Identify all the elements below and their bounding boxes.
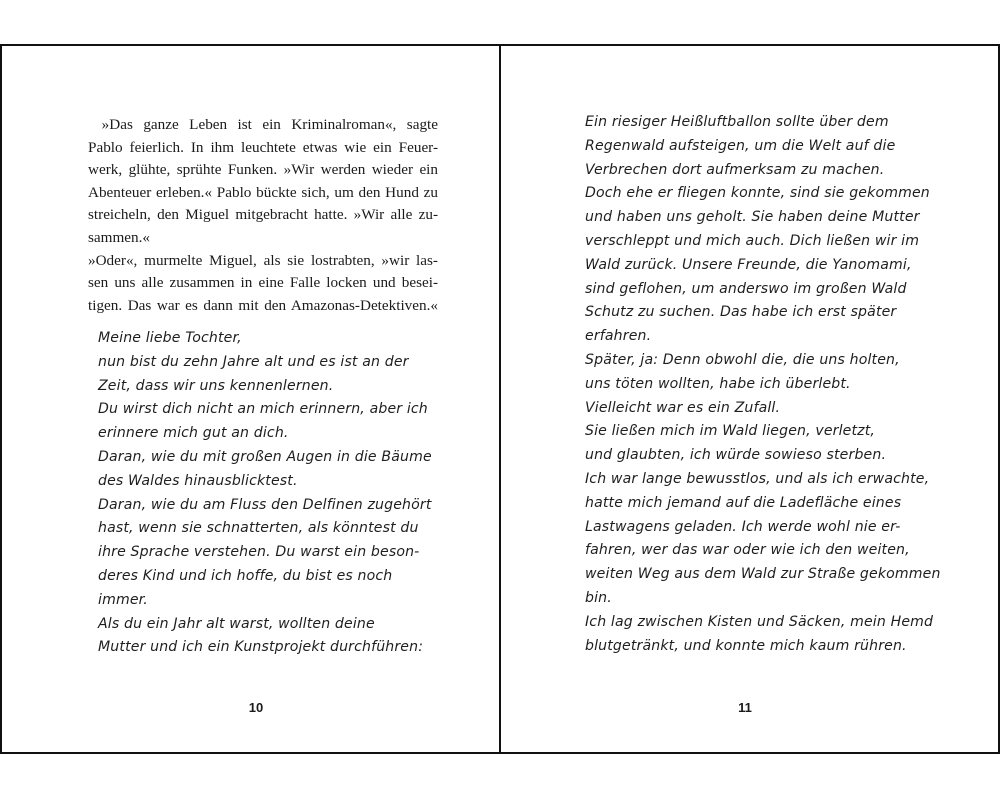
handwritten-letter bbox=[585, 111, 941, 658]
letter-line: Zeit, dass wir uns kennenlernen. bbox=[98, 377, 334, 394]
text-line: »Das ganze Leben ist ein Kriminalroman«, sagte bbox=[101, 116, 438, 133]
letter-line: verschleppt und mich auch. Dich ließen wir im bbox=[585, 232, 920, 249]
text-line: Abenteuer erleben.« Pablo bückte sich, um den Hund zu bbox=[88, 183, 438, 201]
left-page bbox=[0, 46, 501, 752]
letter-line: Vielleicht war es ein Zufall. bbox=[585, 399, 781, 416]
letter-line: Als du ein Jahr alt warst, wollten deine bbox=[98, 615, 375, 632]
letter-line: Schutz zu suchen. Das habe ich erst später bbox=[585, 304, 897, 321]
page-number: 11 bbox=[738, 700, 752, 715]
text-line: sammen.« bbox=[88, 228, 151, 246]
letter-line: Lastwagens geladen. Ich werde wohl nie er- bbox=[585, 518, 901, 535]
handwritten-letter bbox=[98, 327, 432, 660]
letter-line: und glaubten, ich würde sowieso sterben. bbox=[585, 447, 887, 464]
letter-line: ihre Sprache verstehen. Du warst ein beson- bbox=[98, 544, 420, 561]
text-line: »Oder«, murmelte Miguel, als sie lostrabten, »wir las- bbox=[88, 251, 438, 269]
page-number: 10 bbox=[248, 700, 264, 715]
letter-line: hast, wenn sie schnatterten, als könntest du bbox=[98, 520, 419, 537]
paragraph-miguel bbox=[88, 250, 438, 318]
letter-line: Regenwald aufsteigen, um die Welt auf die bbox=[585, 137, 896, 154]
letter-line: Sie ließen mich im Wald liegen, verletzt, bbox=[585, 423, 876, 440]
letter-line: erinnere mich gut an dich. bbox=[98, 425, 289, 442]
text-line: streicheln, den Miguel mitgebracht hatte. »Wir alle zu- bbox=[88, 206, 438, 224]
text-line: Pablo feierlich. In ihm leuchtete etwas wie ein Feuer- bbox=[88, 138, 438, 156]
text-line: werk, glühte, sprühte Funken. »Wir werden wieder ein bbox=[88, 161, 438, 179]
letter-line: sind geflohen, um anderswo im großen Wald bbox=[585, 280, 907, 297]
letter-line: hatte mich jemand auf die Ladefläche eines bbox=[585, 494, 902, 511]
paragraph-pablo bbox=[88, 114, 438, 250]
letter-line: Daran, wie du am Fluss den Delfinen zugehört bbox=[98, 496, 432, 513]
letter-line: immer. bbox=[98, 591, 148, 608]
letter-line: uns töten wollten, habe ich überlebt. bbox=[585, 375, 851, 392]
text-line: tigen. Das war es dann mit den Amazonas-Detektiven.« bbox=[88, 296, 438, 314]
printed-text bbox=[88, 114, 438, 317]
book-spread bbox=[0, 44, 1000, 754]
letter-line: Verbrechen dort aufmerksam zu machen. bbox=[585, 161, 885, 178]
letter-line: Wald zurück. Unsere Freunde, die Yanomami, bbox=[585, 256, 912, 273]
text-line: sen uns alle zusammen in eine Falle locken und besei- bbox=[88, 274, 438, 292]
letter-line: blutgetränkt, und konnte mich kaum rühren. bbox=[585, 637, 907, 654]
letter-line: Ich lag zwischen Kisten und Säcken, mein Hemd bbox=[585, 613, 934, 630]
letter-line: des Waldes hinausblicktest. bbox=[98, 472, 298, 489]
letter-line: Später, ja: Denn obwohl die, die uns holten, bbox=[585, 351, 900, 368]
letter-line: Doch ehe er fliegen konnte, sind sie gekommen bbox=[585, 185, 930, 202]
letter-line: Meine liebe Tochter, bbox=[98, 330, 242, 346]
letter-line: weiten Weg aus dem Wald zur Straße gekommen bbox=[585, 566, 941, 583]
right-page bbox=[501, 46, 1000, 752]
letter-line: Daran, wie du mit großen Augen in die Bäume bbox=[98, 448, 432, 465]
letter-line: Du wirst dich nicht an mich erinnern, aber ich bbox=[98, 401, 428, 418]
letter-line: fahren, wer das war oder wie ich den weiten, bbox=[585, 542, 910, 559]
letter-line: und haben uns geholt. Sie haben deine Mutter bbox=[585, 209, 920, 226]
letter-line: Ein riesiger Heißluftballon sollte über dem bbox=[585, 114, 889, 130]
letter-line: nun bist du zehn Jahre alt und es ist an der bbox=[98, 353, 409, 370]
letter-line: bin. bbox=[585, 589, 612, 606]
letter-line: deres Kind und ich hoffe, du bist es noch bbox=[98, 567, 393, 584]
letter-line: Ich war lange bewusstlos, und als ich erwachte, bbox=[585, 470, 930, 487]
letter-line: Mutter und ich ein Kunstprojekt durchführen: bbox=[98, 639, 424, 656]
letter-line: erfahren. bbox=[585, 328, 652, 345]
